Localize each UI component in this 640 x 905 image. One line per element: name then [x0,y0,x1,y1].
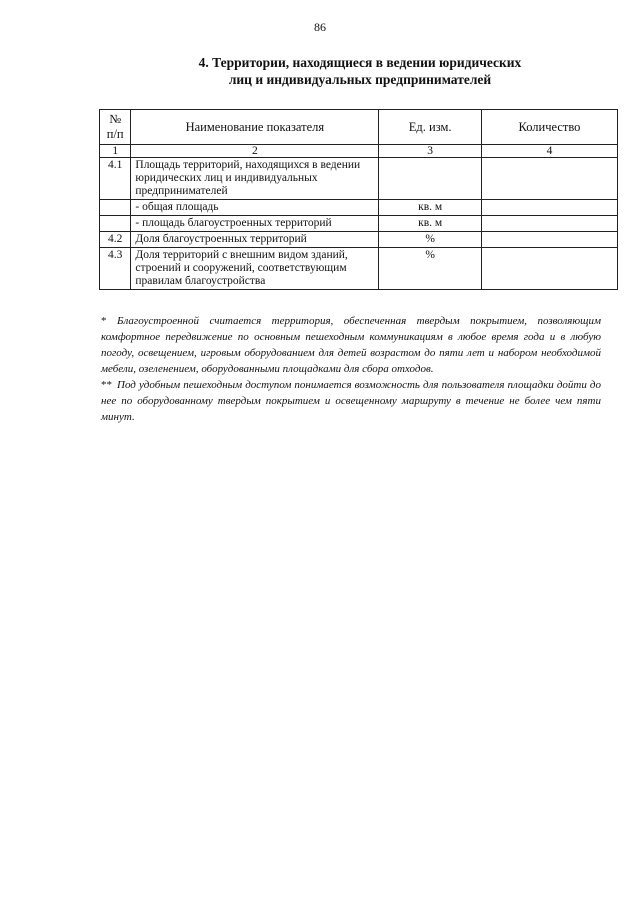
row-number [100,216,131,232]
table-row [100,232,618,248]
row-unit: кв. м [379,216,482,232]
section-title [150,54,570,88]
row-name: Площадь территорий, находящихся в ведении юридических лиц и индивидуальных предпринимателей [131,158,379,200]
row-number: 4.1 [100,158,131,200]
column-index-row [100,145,618,158]
row-unit [379,158,482,200]
footnote-mark: * [101,315,107,327]
footnote-text: Благоустроенной считается территория, обеспеченная твердым покрытием, позволяющим комфортное передвижение по основным пешеходным коммуникациям в любое время года и в любую погоду, освещением, игровым оборудованием для детей возрастом до пяти лет и набором необходимой мебели, озеленением, оборудованными площадками для сбора отходов. [101,315,601,375]
row-name: - общая площадь [131,200,379,216]
row-quantity [481,200,617,216]
row-quantity [481,232,617,248]
table-row [100,216,618,232]
header-name: Наименование показателя [131,110,379,145]
title-line-1: 4. Территории, находящиеся в ведении юридических [198,55,522,70]
footnote-text: Под удобным пешеходным доступом понимается возможность для пользователя площадки дойти до нее по оборудованному твердым покрытием и освещенному маршруту в течение не более чем пяти минут. [101,379,601,423]
row-number: 4.3 [100,248,131,290]
footnote [101,377,601,425]
row-unit: % [379,248,482,290]
table-row [100,200,618,216]
table-header-row [100,110,618,145]
row-unit: % [379,232,482,248]
column-index: 2 [131,145,379,158]
table-row [100,158,618,200]
row-name: - площадь благоустроенных территорий [131,216,379,232]
row-number: 4.2 [100,232,131,248]
column-index: 1 [100,145,131,158]
header-quantity: Количество [481,110,617,145]
row-quantity [481,216,617,232]
row-unit: кв. м [379,200,482,216]
header-number [100,110,131,145]
footnotes [101,313,601,425]
column-index: 3 [379,145,482,158]
footnote [101,313,601,377]
row-quantity [481,248,617,290]
title-line-2: лиц и индивидуальных предпринимателей [228,72,492,87]
header-number-abbr: п/п [106,127,124,141]
header-unit: Ед. изм. [379,110,482,145]
indicators-table [99,109,618,290]
row-name: Доля благоустроенных территорий [131,232,379,248]
row-number [100,200,131,216]
row-name: Доля территорий с внешним видом зданий, строений и сооружений, соответствующим правилам благоустройства [131,248,379,290]
page-number: 86 [314,20,326,34]
table-row [100,248,618,290]
row-quantity [481,158,617,200]
header-number-sign: № [109,112,122,126]
footnote-mark: ** [101,379,112,391]
column-index: 4 [481,145,617,158]
